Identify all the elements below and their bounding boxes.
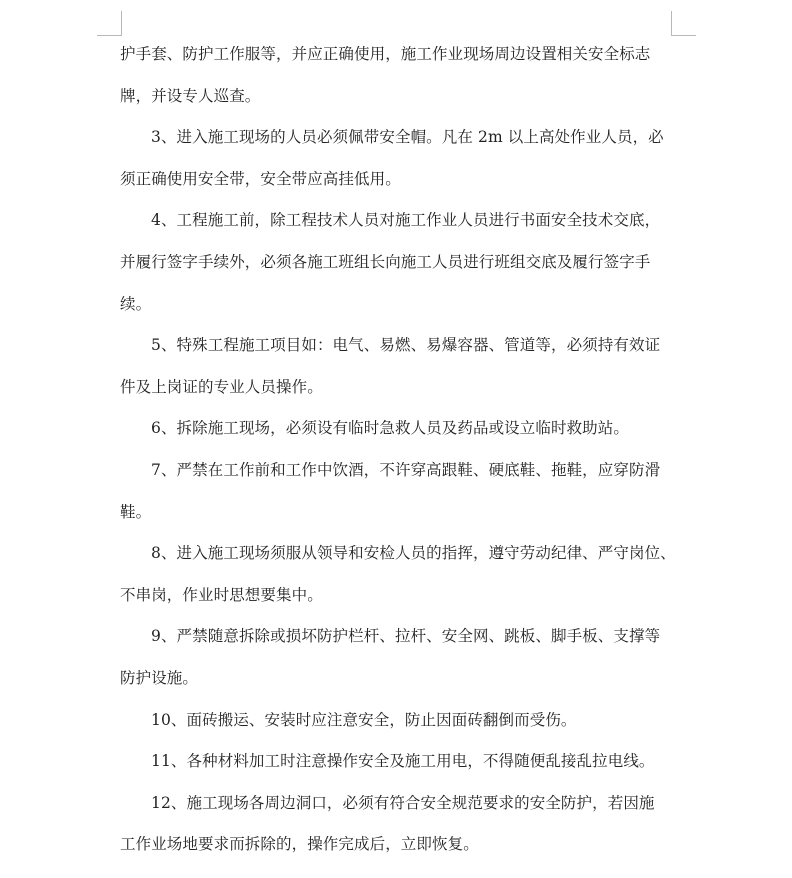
text-line: 续。: [120, 294, 152, 313]
text-line: 4、工程施工前，除工程技术人员对施工作业人员进行书面安全技术交底，: [151, 211, 661, 230]
document-body: [120, 36, 676, 868]
page-margin-corner-top-right: [671, 11, 696, 36]
text-line: 5、特殊工程施工项目如：电气、易燃、易爆容器、管道等，必须持有效证: [151, 336, 661, 355]
text-line: 并履行签字手续外，必须各施工班组长向施工人员进行班组交底及履行签字手: [120, 252, 651, 271]
text-line: 防护设施。: [120, 668, 199, 687]
text-line: 件及上岗证的专业人员操作。: [120, 377, 323, 396]
text-line: 10、面砖搬运、安装时应注意安全，防止因面砖翻倒而受伤。: [151, 710, 577, 729]
text-line: 牌，并设专人巡查。: [120, 86, 261, 105]
text-line: 8、进入施工现场须服从领导和安检人员的指挥，遵守劳动纪律、严守岗位、: [151, 544, 676, 563]
page-margin-corner-top-left: [97, 11, 122, 36]
text-line: 须正确使用安全带，安全带应高挂低用。: [120, 169, 401, 188]
text-line: 鞋。: [120, 502, 152, 521]
text-line: 不串岗，作业时思想要集中。: [120, 585, 323, 604]
text-line: 工作业场地要求而拆除的，操作完成后，立即恢复。: [120, 835, 479, 854]
text-line: 11、各种材料加工时注意操作安全及施工用电，不得随便乱接乱拉电线。: [151, 752, 655, 771]
text-line: 护手套、防护工作服等，并应正确使用，施工作业现场周边设置相关安全标志: [120, 45, 651, 63]
text-line: 9、严禁随意拆除或损坏防护栏杆、拉杆、安全网、跳板、脚手板、支撑等: [151, 627, 661, 646]
text-line: 7、严禁在工作前和工作中饮酒，不许穿高跟鞋、硬底鞋、拖鞋，应穿防滑: [151, 460, 661, 479]
text-line: 3、进入施工现场的人员必须佩带安全帽。凡在 2m 以上高处作业人员，必: [151, 128, 664, 147]
text-line: 6、拆除施工现场，必须设有临时急救人员及药品或设立临时救助站。: [151, 419, 629, 438]
text-line: 12、施工现场各周边洞口，必须有符合安全规范要求的安全防护，若因施: [151, 793, 655, 812]
